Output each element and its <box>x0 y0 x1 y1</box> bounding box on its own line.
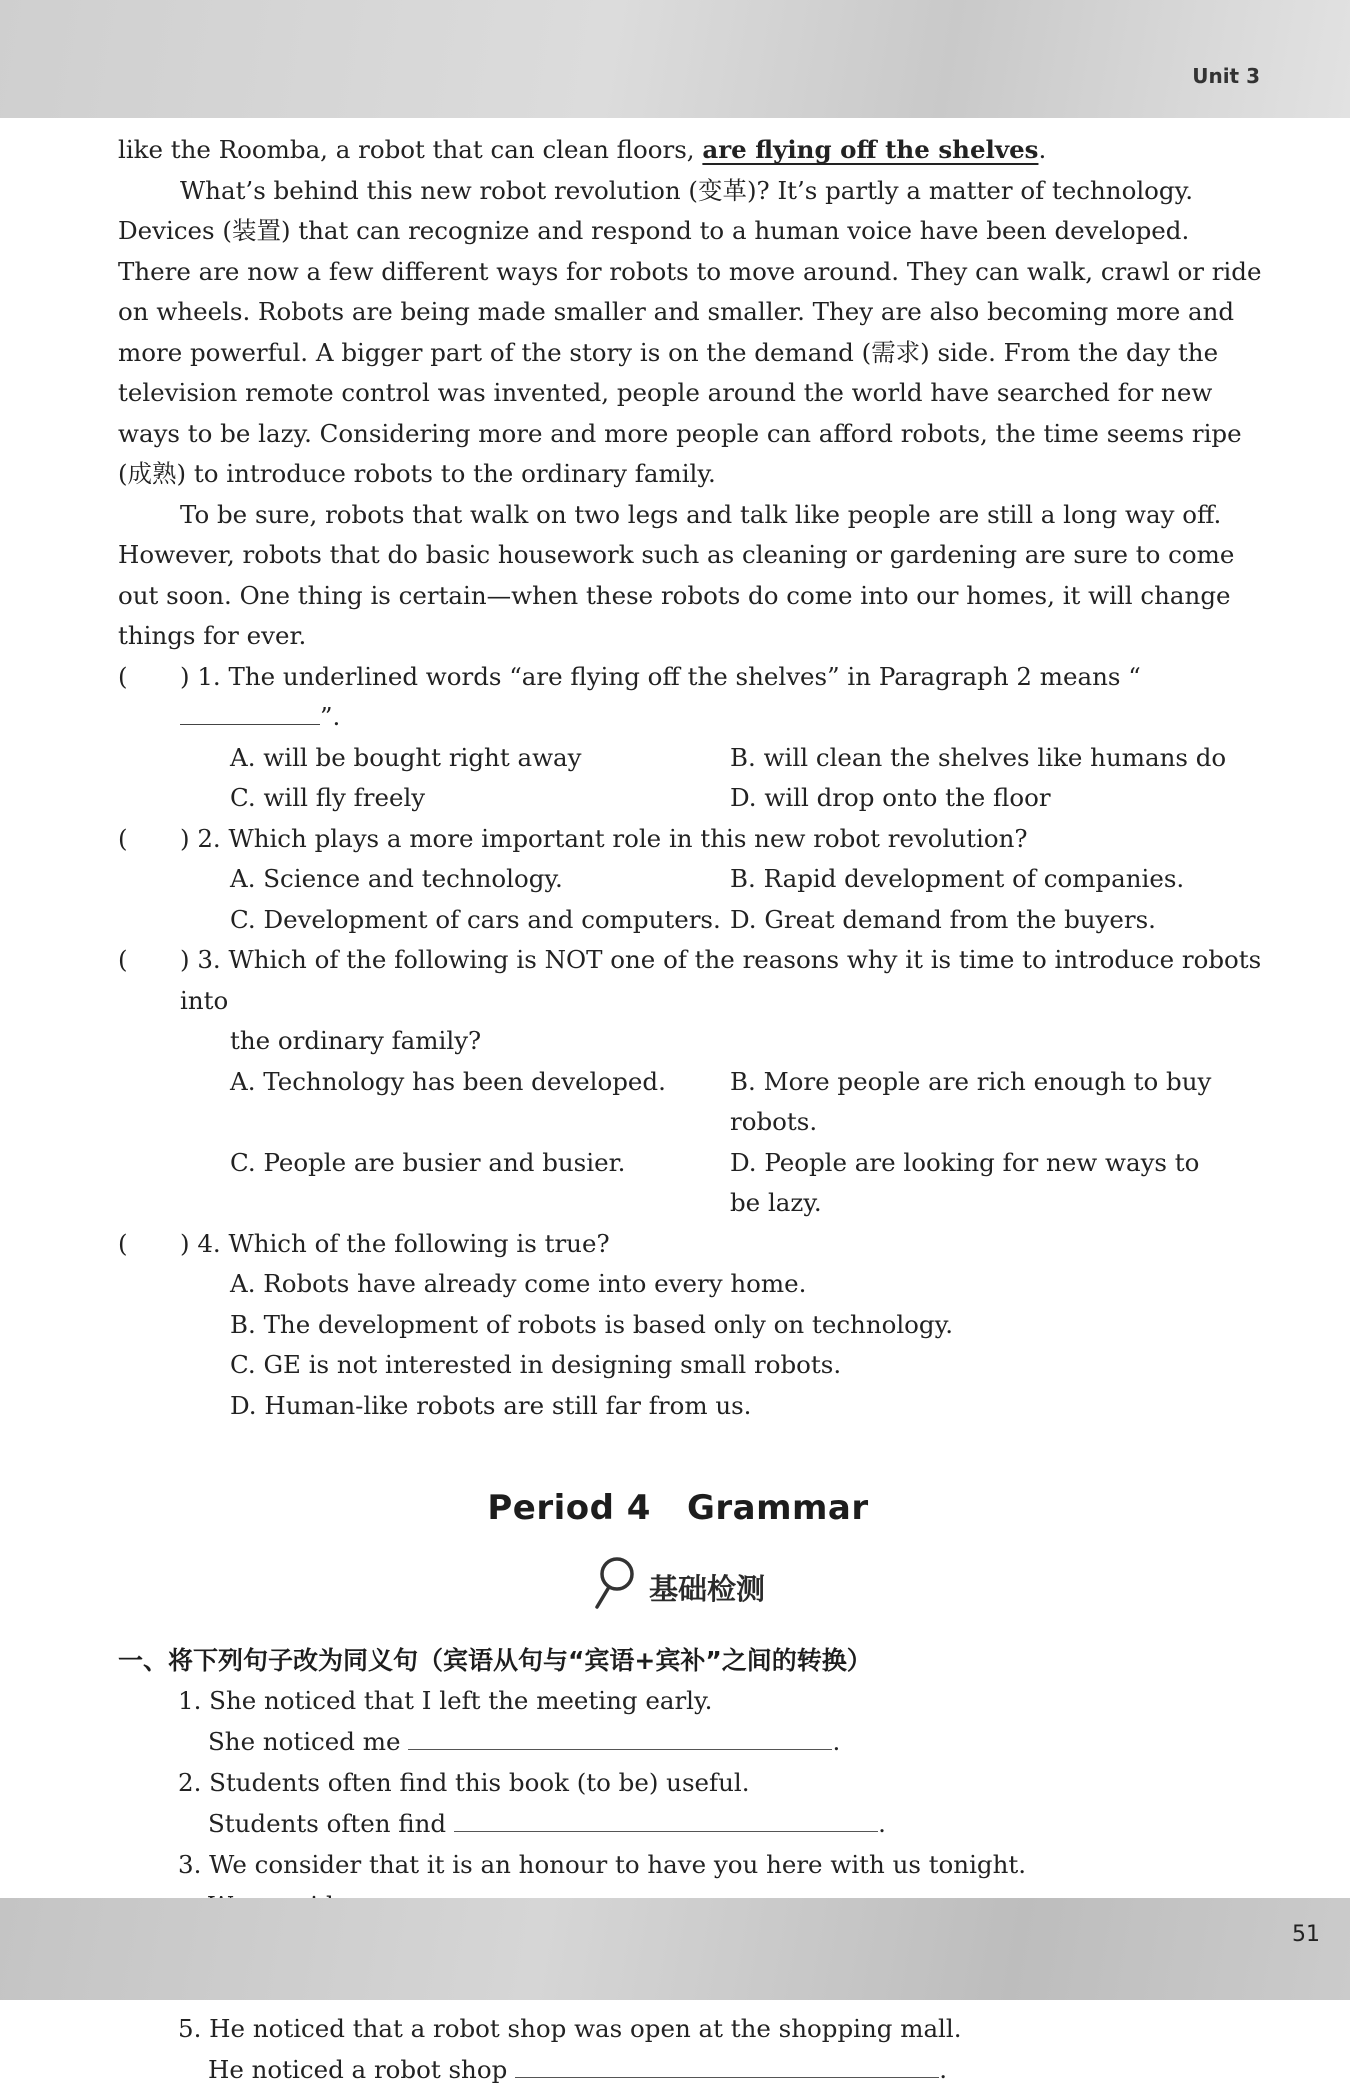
task-heading: 一、将下列句子改为同义句（宾语从句与“宾语+宾补”之间的转换） <box>118 1645 872 1675</box>
item-sentence: 5. He noticed that a robot shop was open at the shopping mall. <box>178 2013 962 2043</box>
question-text: ) 1. The underlined words “are flying off the shelves” in Paragraph 2 means “ <box>180 661 1141 691</box>
exercise-items <box>178 1681 1268 2091</box>
option-b: B. The development of robots is based only on technology. <box>230 1309 953 1339</box>
option-a: A. Robots have already come into every home. <box>230 1269 807 1298</box>
period-title <box>88 1484 1268 1532</box>
item-rewrite-line <box>208 1803 1268 1845</box>
option-c: C. People are busier and busier. <box>230 1147 626 1177</box>
section-label: 基础检测 <box>648 1572 765 1606</box>
unit-label: Unit 3 <box>1192 64 1260 88</box>
answer-line[interactable] <box>515 2049 939 2078</box>
passage-paragraph: What’s behind this new robot revolution (变革)? It’s partly a matter of technology. Devices (装置) that can recognize and respond to a human voice have been developed. There are now a few different ways for robots to move around. They can walk, crawl or ride on wheels. Robots are being made smaller and smaller. They are also becoming more and more powerful. A bigger part of the story is on the demand (需求) side. From the day the television remote control was invented, people around the world have searched for new ways to be lazy. Considering more and more people can afford robots, the time seems ripe (成熟) to introduce robots to the ordinary family. <box>118 175 1262 488</box>
answer-line[interactable] <box>408 1721 832 1750</box>
options <box>230 1264 1268 1426</box>
page-content <box>118 130 1268 2091</box>
option-d: D. People are looking for new ways to be lazy. <box>730 1147 1200 1217</box>
answer-bracket[interactable]: ( <box>118 945 128 974</box>
answer-blank[interactable] <box>180 698 320 725</box>
option-a: A. will be bought right away <box>230 742 582 772</box>
passage-text: . <box>1038 135 1047 164</box>
period-number: Period 4 <box>487 1488 651 1528</box>
answer-bracket[interactable]: ( <box>118 661 128 691</box>
question-4 <box>118 1224 1268 1427</box>
item-rewrite-line <box>208 1721 1268 1763</box>
answer-line[interactable] <box>454 1803 878 1832</box>
question-text: ”. <box>320 702 341 731</box>
question-2 <box>118 819 1268 941</box>
page-number: 51 <box>1292 1922 1320 1947</box>
period-topic: Grammar <box>686 1488 869 1528</box>
question-stem: ) 2. Which plays a more important role in this new robot revolution? <box>180 823 1028 853</box>
item-end: . <box>878 1809 886 1838</box>
option-b: B. will clean the shelves like humans do <box>730 742 1227 772</box>
answer-bracket[interactable]: ( <box>118 823 128 853</box>
item-sentence: 2. Students often find this book (to be) useful. <box>178 1767 750 1797</box>
question-1 <box>118 657 1268 819</box>
item-prompt: He noticed a robot shop <box>208 2055 508 2084</box>
item-sentence: 1. She noticed that I left the meeting early. <box>178 1685 713 1715</box>
item-sentence: 3. We consider that it is an honour to have you here with us tonight. <box>178 1849 1027 1879</box>
section-badge <box>88 1554 1268 1625</box>
magnifier-icon <box>591 1554 637 1625</box>
item-prompt: She noticed me <box>208 1727 401 1756</box>
question-stem: ) 4. Which of the following is true? <box>180 1228 610 1258</box>
exercise-item-5 <box>178 2009 1268 2091</box>
option-c: C. will fly freely <box>230 783 426 812</box>
options <box>230 738 1268 819</box>
option-a: A. Technology has been developed. <box>230 1066 666 1096</box>
passage-paragraph: To be sure, robots that walk on two legs and talk like people are still a long way off. However, robots that do basic housework such as cleaning or gardening are sure to come out soon. One thing is certain—when these robots do come into our homes, it will change things for ever. <box>118 499 1235 650</box>
question-3 <box>118 940 1268 1224</box>
question-stem: ) 3. Which of the following is NOT one of the reasons why it is time to introduce robots into <box>180 945 1262 1015</box>
question-stem-continued: the ordinary family? <box>230 1026 482 1055</box>
exercise-item-2 <box>178 1763 1268 1845</box>
option-b: B. Rapid development of companies. <box>730 864 1185 893</box>
option-c: C. Development of cars and computers. <box>230 904 721 934</box>
options <box>230 1062 1268 1224</box>
option-a: A. Science and technology. <box>230 864 563 893</box>
item-end: . <box>832 1727 841 1756</box>
item-end: . <box>939 2055 948 2084</box>
header-band <box>0 0 1350 118</box>
option-c: C. GE is not interested in designing small robots. <box>230 1350 842 1379</box>
options <box>230 859 1268 940</box>
exercise-item-1 <box>178 1681 1268 1763</box>
footer-band <box>0 1898 1350 2000</box>
passage-text: like the Roomba, a robot that can clean floors, <box>118 135 703 164</box>
option-b: B. More people are rich enough to buy robots. <box>730 1066 1212 1136</box>
question-stem <box>180 657 1268 738</box>
underlined-phrase: are flying off the shelves <box>702 135 1039 164</box>
passage-line-1 <box>118 130 1268 171</box>
option-d: D. will drop onto the floor <box>730 783 1051 812</box>
option-d: D. Great demand from the buyers. <box>730 904 1156 934</box>
item-prompt: Students often find <box>208 1809 447 1838</box>
option-d: D. Human-like robots are still far from us. <box>230 1390 752 1420</box>
item-rewrite-line <box>208 2049 1268 2091</box>
answer-bracket[interactable]: ( <box>118 1228 128 1258</box>
